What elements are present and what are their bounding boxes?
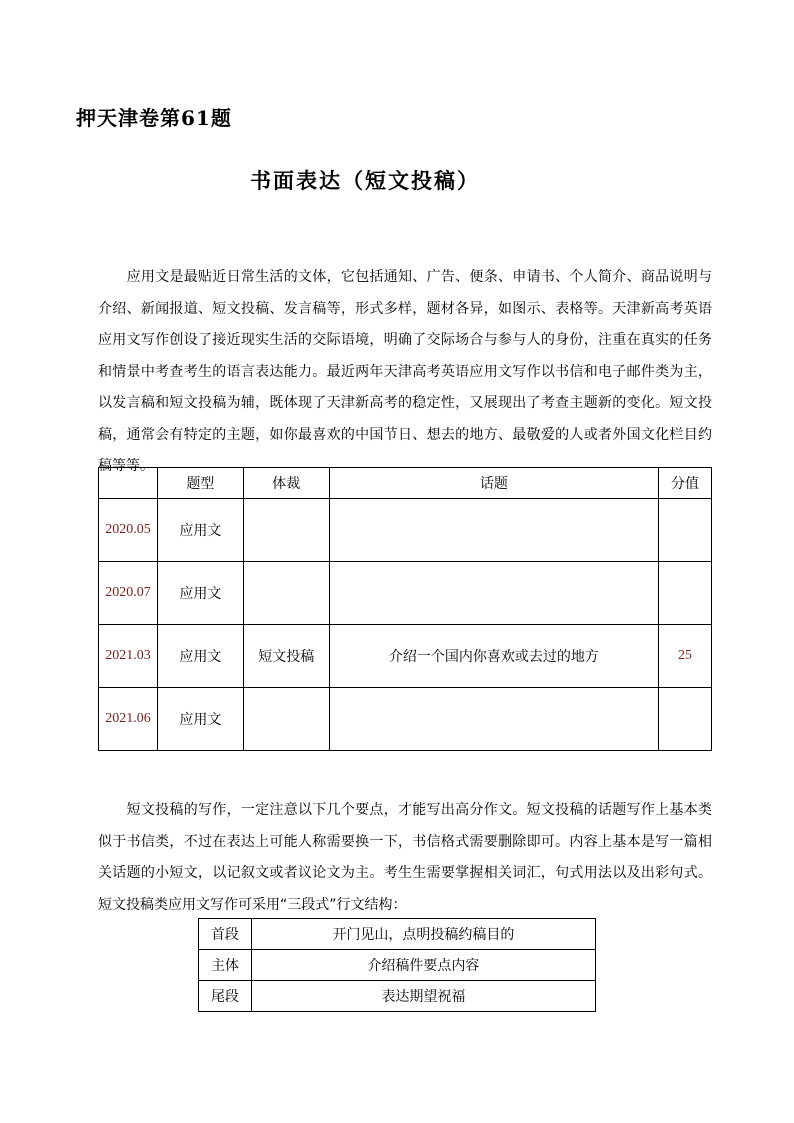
structure-content: 介绍稿件要点内容 (251, 950, 595, 981)
table-row (99, 499, 712, 562)
page-heading: 押天津卷第61题 (76, 106, 232, 130)
table-row (199, 950, 596, 981)
intro-paragraph (98, 262, 712, 483)
row-topic (329, 562, 658, 625)
row-date: 2020.07 (99, 562, 158, 625)
row-type: 应用文 (157, 688, 243, 751)
writing-paragraph (98, 795, 712, 921)
structure-content: 表达期望祝福 (251, 981, 595, 1012)
writing-text: 短文投稿的写作，一定注意以下几个要点，才能写出高分作文。短文投稿的话题写作上基本类似于书信类，不过在表达上可能人称需要换一下，书信格式需要删除即可。内容上基本是写一篇相关话题的小短文，以记叙文或者议论文为主。考生生需要掌握相关词汇，句式用法以及出彩句式。短文投稿类应用文写作可采用“三段式”行文结构： (98, 802, 713, 913)
table-row (199, 919, 596, 950)
table-row (99, 688, 712, 751)
row-date: 2021.03 (99, 625, 158, 688)
structure-section: 首段 (199, 919, 252, 950)
structure-content: 开门见山，点明投稿约稿目的 (251, 919, 595, 950)
row-score: 25 (659, 625, 712, 688)
structure-section: 尾段 (199, 981, 252, 1012)
header-cell-topic: 话题 (329, 468, 658, 499)
row-score (659, 499, 712, 562)
row-type: 应用文 (157, 562, 243, 625)
table-row (199, 981, 596, 1012)
exam-table (98, 467, 712, 751)
header-cell-type: 题型 (157, 468, 243, 499)
table-row (99, 562, 712, 625)
row-date: 2020.05 (99, 499, 158, 562)
header-cell-genre: 体裁 (243, 468, 329, 499)
header-cell-score: 分值 (659, 468, 712, 499)
structure-table (198, 918, 596, 1012)
exam-table-header-row (99, 468, 712, 499)
page-subheading: 书面表达（短文投稿） (250, 168, 480, 193)
row-score (659, 688, 712, 751)
header-cell-empty (99, 468, 158, 499)
structure-section: 主体 (199, 950, 252, 981)
row-genre (243, 562, 329, 625)
row-type: 应用文 (157, 625, 243, 688)
intro-text: 应用文是最贴近日常生活的文体，它包括通知、广告、便条、申请书、个人简介、商品说明与介绍、新闻报道、短文投稿、发言稿等，形式多样，题材各异，如图示、表格等。天津新高考英语应用文写作创设了接近现实生活的交际语境，明确了交际场合与参与人的身份，注重在真实的任务和情景中考查考生的语言表达能力。最近两年天津高考英语应用文写作以书信和电子邮件类为主，以发言稿和短文投稿为辅，既体现了天津新高考的稳定性，又展现出了考查主题新的变化。短文投稿，通常会有特定的主题，如你最喜欢的中国节日、想去的地方、最敬爱的人或者外国文化栏目约稿等等。 (98, 269, 713, 474)
row-topic (329, 688, 658, 751)
row-date: 2021.06 (99, 688, 158, 751)
row-genre (243, 499, 329, 562)
row-type: 应用文 (157, 499, 243, 562)
row-topic (329, 499, 658, 562)
row-topic: 介绍一个国内你喜欢或去过的地方 (329, 625, 658, 688)
row-score (659, 562, 712, 625)
table-row (99, 625, 712, 688)
row-genre (243, 688, 329, 751)
row-genre: 短文投稿 (243, 625, 329, 688)
